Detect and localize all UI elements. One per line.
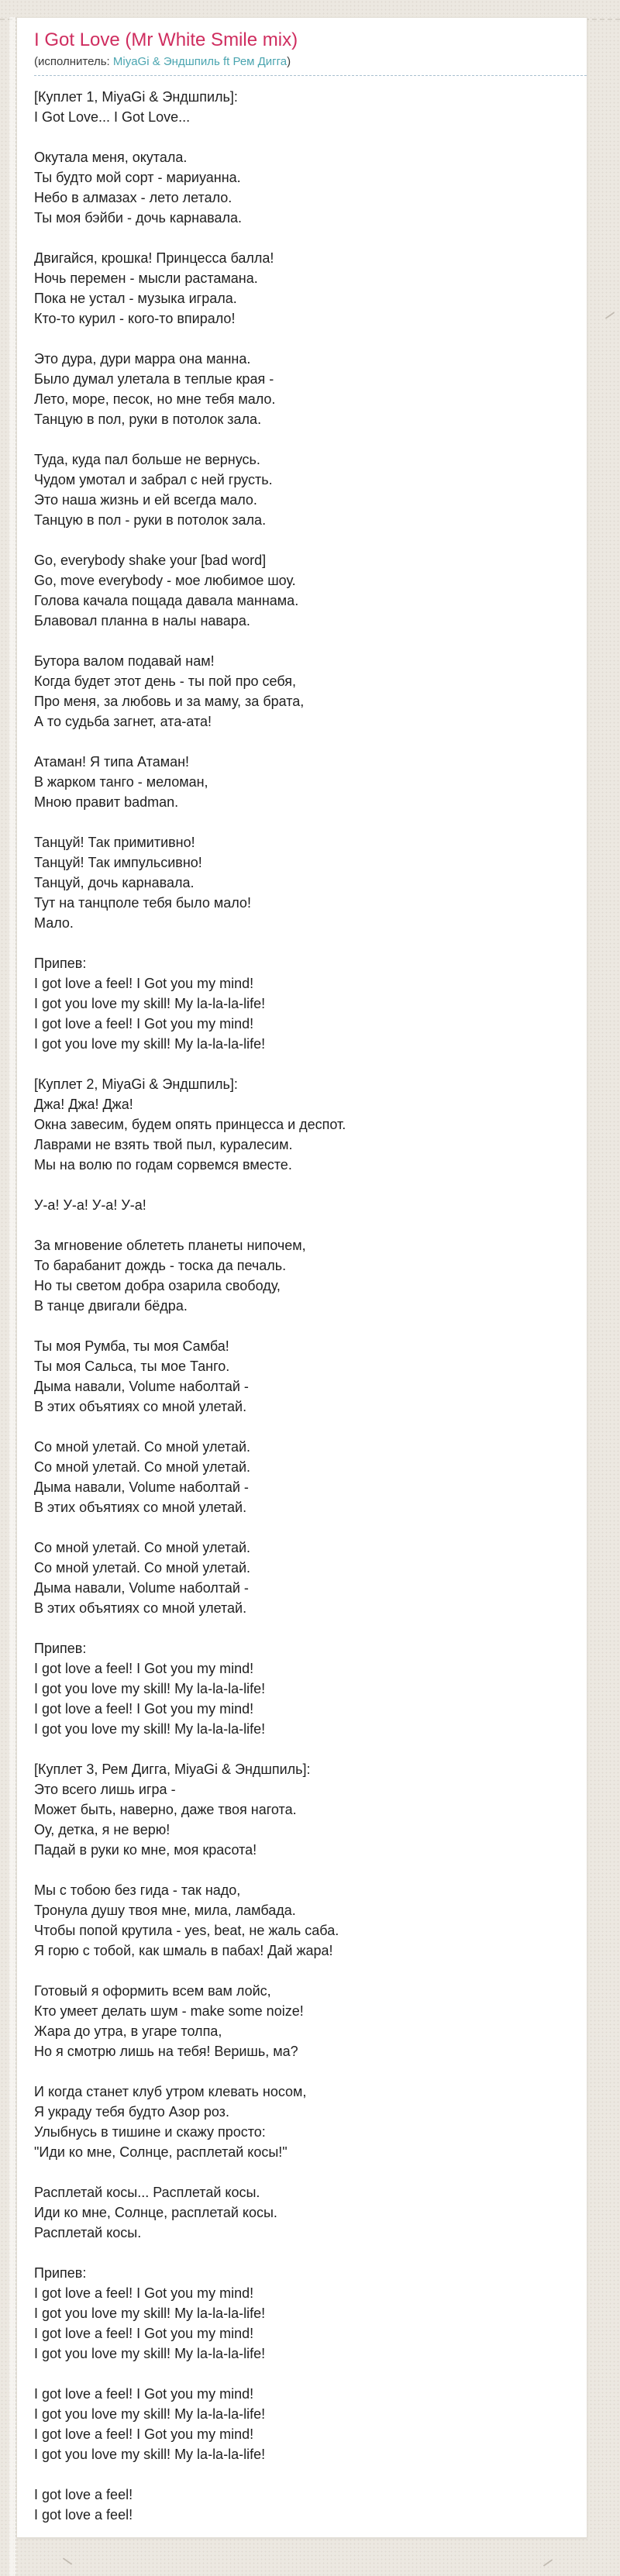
lyrics-line: Двигайся, крошка! Принцесса балла! (34, 250, 274, 266)
lyrics-line: В этих объятиях со мной улетай. (34, 1600, 247, 1616)
lyrics-line: То барабанит дождь - тоска да печаль. (34, 1258, 287, 1273)
lyrics-line: Мало. (34, 915, 74, 931)
lyrics-stanza (34, 87, 570, 127)
lyrics-line: Лаврами не взять твой пыл, куралесим. (34, 1137, 293, 1152)
stitch-mark (543, 2559, 553, 2567)
lyrics-line: Расплетай косы... Расплетай косы. (34, 2185, 260, 2200)
lyrics-line: I got love a feel! I Got you my mind! (34, 976, 254, 991)
artist-label-suffix: ) (287, 55, 291, 68)
lyrics-line: I got love a feel! I Got you my mind! (34, 1016, 254, 1031)
lyrics-line: Со мной улетай. Со мной улетай. (34, 1439, 251, 1455)
lyrics-line: Готовый я оформить всем вам лойс, (34, 1983, 271, 1999)
lyrics-line: Я горю с тобой, как шмаль в пабах! Дай жара! (34, 1943, 333, 1958)
lyrics-line: Танцуй! Так примитивно! (34, 835, 195, 850)
lyrics-stanza (34, 832, 570, 933)
lyrics-line: I got you love my skill! My la-la-la-life! (34, 2406, 266, 2422)
lyrics-line: Жара до утра, в угаре толпа, (34, 2023, 222, 2039)
lyrics-line: Пока не устал - музыка играла. (34, 291, 237, 306)
lyrics-line: I got you love my skill! My la-la-la-life! (34, 1681, 266, 1696)
artist-link[interactable]: MiyaGi & Эндшпиль ft Рем Дигга (112, 55, 288, 68)
lyrics-stanza (34, 1336, 570, 1417)
lyrics-line: Go, everybody shake your [bad word] (34, 553, 267, 568)
lyrics-line: Падай в руки ко мне, моя красота! (34, 1842, 257, 1858)
page-left-edge-strip (9, 17, 16, 2576)
lyrics-line: Мы с тобою без гида - так надо, (34, 1882, 241, 1898)
lyrics-stanza (34, 2082, 570, 2162)
lyrics-line: У-а! У-а! У-а! У-а! (34, 1197, 146, 1213)
lyrics-line: I got you love my skill! My la-la-la-life! (34, 2447, 266, 2462)
lyrics-line: Чтобы попой крутила - yes, beat, не жаль саба. (34, 1923, 339, 1938)
lyrics-line: Это всего лишь игра - (34, 1782, 176, 1797)
lyrics-line: Со мной улетай. Со мной улетай. (34, 1560, 251, 1576)
lyrics-stanza (34, 1538, 570, 1618)
lyrics-line: В жарком танго - меломан, (34, 774, 208, 790)
lyrics-stanza (34, 2384, 570, 2464)
lyrics-stanza (34, 651, 570, 732)
lyrics-stanza (34, 449, 570, 530)
lyrics-stanza (34, 1437, 570, 1517)
lyrics-stanza (34, 1195, 570, 1215)
lyrics-stanza (34, 2263, 570, 2364)
lyrics-line: [Куплет 3, Рем Дигга, MiyaGi & Эндшпиль]: (34, 1762, 311, 1777)
lyrics-card (16, 17, 587, 2538)
lyrics-line: Тут на танцполе тебя было мало! (34, 895, 251, 911)
lyrics-line: I got love a feel! I Got you my mind! (34, 1661, 254, 1676)
lyrics-line: Дыма навали, Volume наболтай - (34, 1580, 249, 1596)
lyrics-line: I got you love my skill! My la-la-la-life! (34, 996, 266, 1011)
lyrics-line: I got love a feel! I Got you my mind! (34, 2285, 254, 2301)
lyrics-stanza (34, 1759, 570, 1860)
lyrics-line: Ночь перемен - мысли растамана. (34, 270, 258, 286)
lyrics-line: В этих объятиях со мной улетай. (34, 1500, 247, 1515)
lyrics-line: Про меня, за любовь и за маму, за брата, (34, 694, 305, 709)
lyrics-line: Со мной улетай. Со мной улетай. (34, 1459, 251, 1475)
artist-line (34, 54, 587, 76)
lyrics-line: Кто-то курил - кого-то впирало! (34, 311, 236, 326)
lyrics-line: Ты моя Сальса, ты мое Танго. (34, 1359, 230, 1374)
lyrics-line: Лето, море, песок, но мне тебя мало. (34, 391, 276, 407)
lyrics-line: I got love a feel! I Got you my mind! (34, 2386, 254, 2402)
lyrics-stanza (34, 1880, 570, 1961)
lyrics-stanza (34, 1074, 570, 1175)
lyrics-line: I got love a feel! (34, 2507, 133, 2523)
lyrics-line: Go, move everybody - мое любимое шоу. (34, 573, 296, 588)
lyrics-line: I got you love my skill! My la-la-la-life! (34, 2306, 266, 2321)
lyrics-line: Дыма навали, Volume наболтай - (34, 1379, 249, 1394)
artist-label-prefix: (исполнитель: (34, 55, 113, 68)
lyrics-line: I got you love my skill! My la-la-la-life! (34, 1036, 266, 1052)
lyrics-stanza (34, 1981, 570, 2061)
lyrics-line: I got you love my skill! My la-la-la-life! (34, 1721, 266, 1737)
lyrics-line: За мгновение облететь планеты нипочем, (34, 1238, 306, 1253)
lyrics-line: Чудом умотал и забрал с ней грусть. (34, 472, 273, 487)
lyrics-line: Когда будет этот день - ты пой про себя, (34, 673, 297, 689)
lyrics-line: Туда, куда пал больше не вернусь. (34, 452, 260, 467)
lyrics-line: Небо в алмазах - лето летало. (34, 190, 232, 205)
lyrics-stanza (34, 147, 570, 228)
lyrics-body (34, 87, 570, 2525)
lyrics-line: Блавовал планна в налы навара. (34, 613, 250, 629)
lyrics-line: А то судьба загнет, ата-ата! (34, 714, 212, 729)
lyrics-line: Припев: (34, 956, 87, 971)
lyrics-line: Танцую в пол, руки в потолок зала. (34, 412, 262, 427)
lyrics-line: "Иди ко мне, Солнце, расплетай косы!" (34, 2144, 288, 2160)
lyrics-line: Улыбнусь в тишине и скажу просто: (34, 2124, 266, 2140)
lyrics-stanza (34, 550, 570, 631)
lyrics-line: Мною правит badman. (34, 794, 179, 810)
song-title: I Got Love (Mr White Smile mix) (34, 29, 298, 50)
lyrics-stanza (34, 1235, 570, 1316)
lyrics-line: Танцуй, дочь карнавала. (34, 875, 195, 890)
lyrics-line: В этих объятиях со мной улетай. (34, 1399, 247, 1414)
lyrics-line: Джа! Джа! Джа! (34, 1097, 133, 1112)
lyrics-line: Расплетай косы. (34, 2225, 142, 2240)
lyrics-line: Танцую в пол - руки в потолок зала. (34, 512, 267, 528)
lyrics-stanza (34, 2182, 570, 2243)
lyrics-line: Ты моя Румба, ты моя Самба! (34, 1338, 229, 1354)
lyrics-line: Тронула душу твоя мне, мила, ламбада. (34, 1903, 296, 1918)
lyrics-line: Припев: (34, 1641, 87, 1656)
lyrics-stanza (34, 953, 570, 1054)
lyrics-line: Со мной улетай. Со мной улетай. (34, 1540, 251, 1555)
lyrics-line: I got love a feel! I Got you my mind! (34, 2326, 254, 2341)
lyrics-line: Ты будто мой сорт - мариуанна. (34, 170, 241, 185)
stitch-mark (605, 312, 615, 319)
lyrics-line: Это дура, дури марра она манна. (34, 351, 251, 367)
lyrics-stanza (34, 752, 570, 812)
lyrics-line: I got love a feel! (34, 2487, 133, 2502)
lyrics-line: I Got Love... I Got Love... (34, 109, 191, 125)
lyrics-line: Это наша жизнь и ей всегда мало. (34, 492, 257, 508)
lyrics-line: I got love a feel! I Got you my mind! (34, 2426, 254, 2442)
lyrics-line: [Куплет 2, MiyaGi & Эндшпиль]: (34, 1076, 238, 1092)
lyrics-line: Голова качала пощада давала маннама. (34, 593, 299, 608)
lyrics-line: Может быть, наверно, даже твоя нагота. (34, 1802, 297, 1817)
lyrics-stanza (34, 349, 570, 429)
lyrics-line: I got you love my skill! My la-la-la-life! (34, 2346, 266, 2361)
lyrics-line: Иди ко мне, Солнце, расплетай косы. (34, 2205, 277, 2220)
lyrics-line: И когда станет клуб утром клевать носом, (34, 2084, 307, 2099)
lyrics-stanza (34, 248, 570, 329)
lyrics-stanza (34, 2485, 570, 2525)
lyrics-line: Оу, детка, я не верю! (34, 1822, 170, 1837)
lyrics-line: Но ты светом добра озарила свободу, (34, 1278, 281, 1293)
lyrics-line: Я украду тебя будто Азор роз. (34, 2104, 229, 2120)
lyrics-line: Бутора валом подавай нам! (34, 653, 215, 669)
lyrics-line: Дыма навали, Volume наболтай - (34, 1479, 249, 1495)
lyrics-stanza (34, 1638, 570, 1739)
lyrics-line: В танце двигали бёдра. (34, 1298, 188, 1314)
lyrics-line: I got love a feel! I Got you my mind! (34, 1701, 254, 1717)
lyrics-line: Атаман! Я типа Атаман! (34, 754, 190, 770)
lyrics-line: Кто умеет делать шум - make some noize! (34, 2003, 304, 2019)
lyrics-line: Окутала меня, окутала. (34, 150, 188, 165)
lyrics-line: Танцуй! Так импульсивно! (34, 855, 202, 870)
lyrics-line: Но я смотрю лишь на тебя! Веришь, ма? (34, 2044, 298, 2059)
lyrics-line: Припев: (34, 2265, 87, 2281)
lyrics-line: [Куплет 1, MiyaGi & Эндшпиль]: (34, 89, 238, 105)
lyrics-line: Ты моя бэйби - дочь карнавала. (34, 210, 242, 226)
lyrics-line: Окна завесим, будем опять принцесса и деспот. (34, 1117, 346, 1132)
lyrics-line: Было думал улетала в теплые края - (34, 371, 274, 387)
lyrics-line: Мы на волю по годам сорвемся вместе. (34, 1157, 292, 1173)
